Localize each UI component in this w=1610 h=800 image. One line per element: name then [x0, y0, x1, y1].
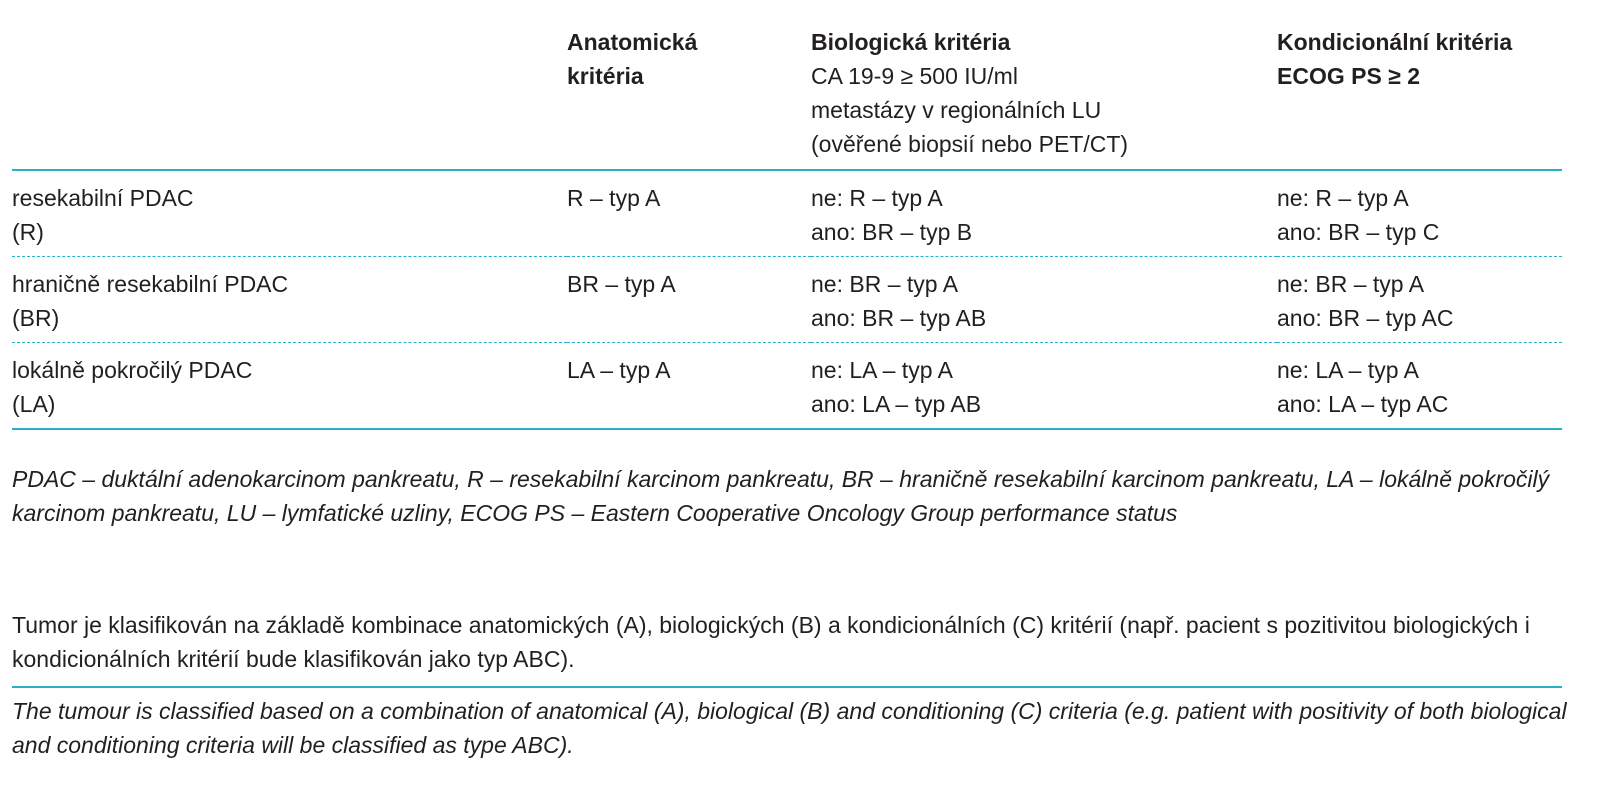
table-row [12, 170, 1562, 257]
row-cond-line2: ano: BR – typ C [1277, 219, 1440, 245]
row-biological-cell [811, 343, 1277, 430]
row-cond-line1: ne: R – typ A [1277, 185, 1409, 211]
row-name-line2: (BR) [12, 305, 60, 331]
header-biological-line3: (ověřené biopsií nebo PET/CT) [811, 131, 1129, 157]
header-empty-cell [12, 25, 567, 170]
header-biological-title: Biologická kritéria [811, 29, 1011, 55]
classification-note-english: The tumour is classified based on a combination of anatomical (A), biological (B) and conditioning (C) criteria (e.g. patient with positivity of both biological and conditioning criteria will be classified as type ABC). [12, 698, 1567, 758]
row-cond-line2: ano: BR – typ AC [1277, 305, 1454, 331]
row-name-cell [12, 343, 567, 430]
row-conditioning-cell [1277, 257, 1562, 343]
row-name-line1: hraničně resekabilní PDAC [12, 271, 289, 297]
row-anatomical-cell: LA – typ A [567, 357, 671, 383]
row-conditioning-cell [1277, 170, 1562, 257]
row-anatomical-cell: BR – typ A [567, 271, 676, 297]
header-anatomical-line1: Anatomická [567, 29, 698, 55]
table-row [12, 343, 1562, 430]
header-biological-line1: CA 19-9 ≥ 500 IU/ml [811, 63, 1018, 89]
row-bio-line2: ano: BR – typ B [811, 219, 973, 245]
row-bio-line1: ne: BR – typ A [811, 271, 959, 297]
row-cond-line2: ano: LA – typ AC [1277, 391, 1449, 417]
row-bio-line2: ano: BR – typ AB [811, 305, 987, 331]
row-name-line1: lokálně pokročilý PDAC [12, 357, 253, 383]
row-bio-line2: ano: LA – typ AB [811, 391, 982, 417]
header-anatomical [567, 25, 811, 170]
row-name-line2: (LA) [12, 391, 56, 417]
table-row [12, 257, 1562, 343]
row-name-line1: resekabilní PDAC [12, 185, 194, 211]
header-anatomical-line2: kritéria [567, 63, 644, 89]
row-conditioning-cell [1277, 343, 1562, 430]
row-cond-line1: ne: LA – typ A [1277, 357, 1419, 383]
row-biological-cell [811, 170, 1277, 257]
row-name-cell [12, 170, 567, 257]
classification-note-czech: Tumor je klasifikován na základě kombinace anatomických (A), biologických (B) a kondicionálních (C) kritérií (např. pacient s pozitivitou biologických i kondicionálních kritérií bude klasifikován jako typ ABC). [12, 612, 1530, 672]
row-bio-line1: ne: R – typ A [811, 185, 943, 211]
classification-table [12, 25, 1562, 430]
row-name-cell [12, 257, 567, 343]
header-conditioning-line2: ECOG PS ≥ 2 [1277, 63, 1420, 89]
row-anatomical-cell: R – typ A [567, 185, 661, 211]
header-biological [811, 25, 1277, 170]
header-row [12, 25, 1562, 170]
table-header [12, 25, 1562, 170]
table-body [12, 170, 1562, 429]
header-conditioning-title: Kondicionální kritéria [1277, 29, 1513, 55]
divider-rule [12, 686, 1562, 688]
row-bio-line1: ne: LA – typ A [811, 357, 953, 383]
header-conditioning [1277, 25, 1562, 170]
abbreviations-footnote: PDAC – duktální adenokarcinom pankreatu, R – resekabilní karcinom pankreatu, BR – hraničně resekabilní karcinom pankreatu, LA – lokálně pokročilý karcinom pankreatu, LU – lymfatické uzliny, ECOG PS – Eastern Cooperative Oncology Group performance status [12, 466, 1550, 526]
row-cond-line1: ne: BR – typ A [1277, 271, 1425, 297]
row-biological-cell [811, 257, 1277, 343]
header-biological-line2: metastázy v regionálních LU [811, 97, 1102, 123]
row-name-line2: (R) [12, 219, 44, 245]
